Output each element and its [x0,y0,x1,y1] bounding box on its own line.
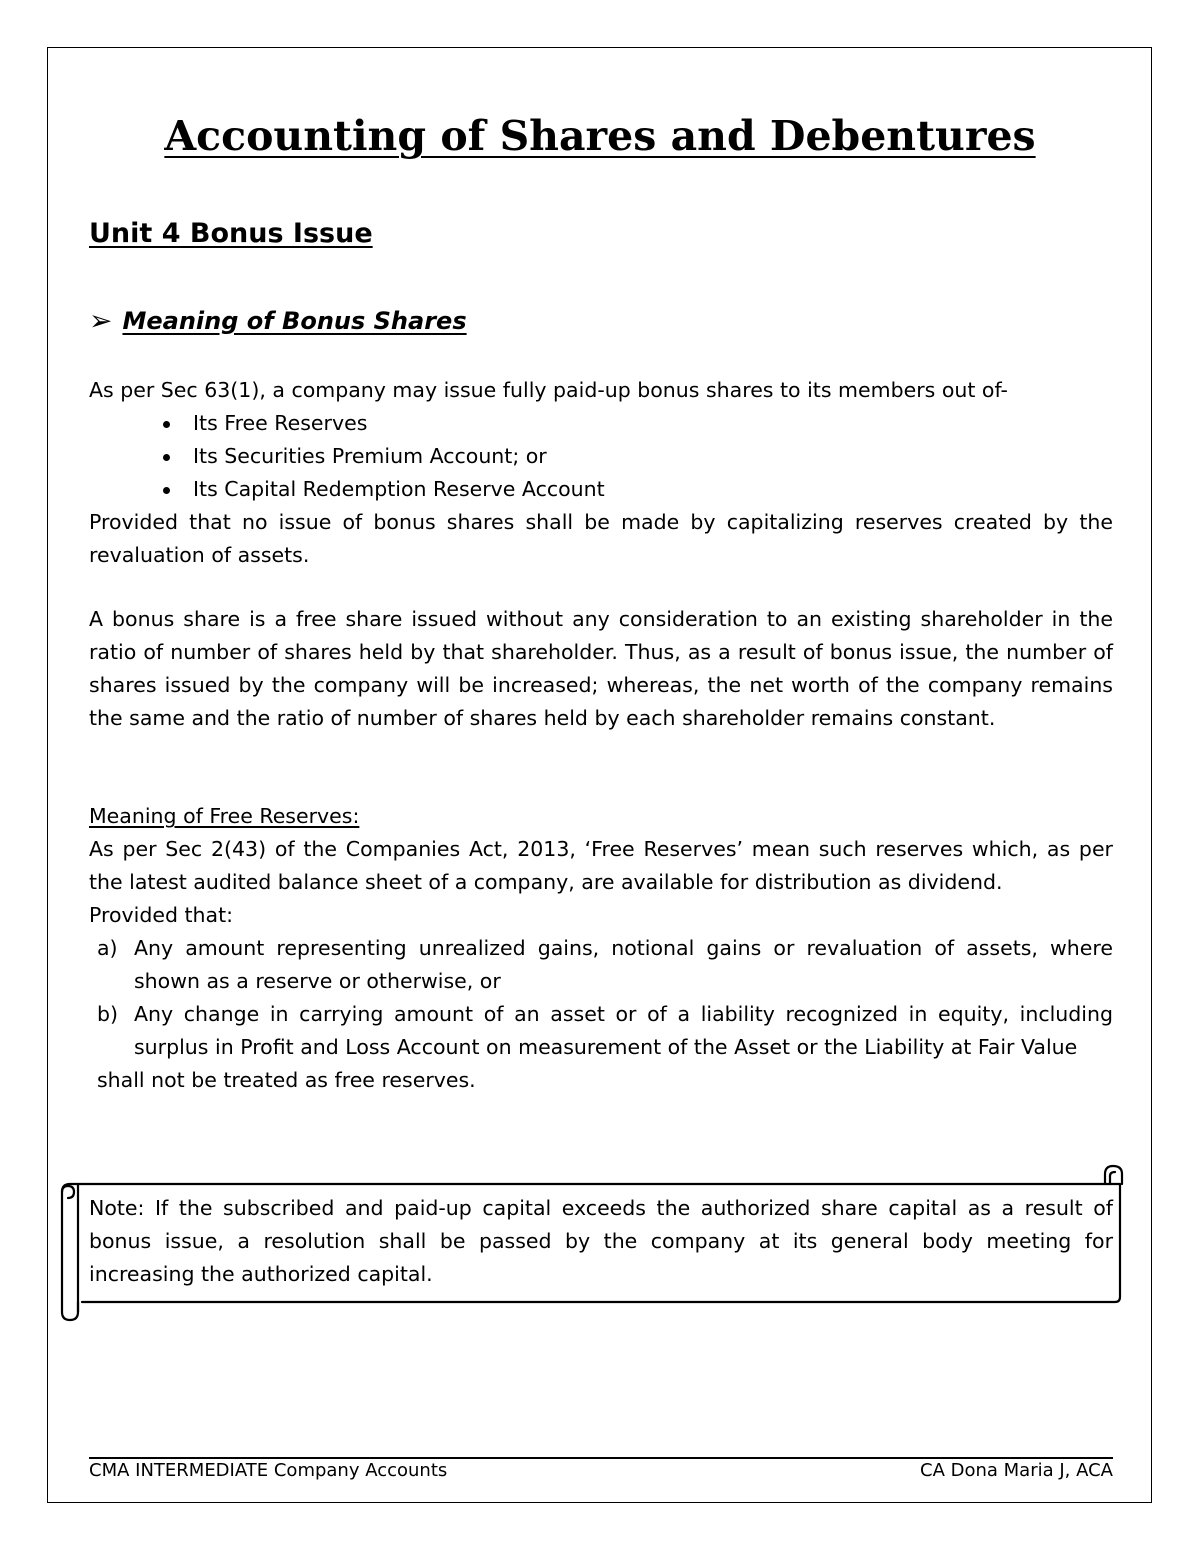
list-item-text: Any amount representing unrealized gains, notional gains or revaluation of assets, where shown as a reserve or otherwise, or [134,936,1113,993]
free-reserves-heading: Meaning of Free Reserves: [89,804,360,828]
list-item: Its Securities Premium Account; or [193,440,1113,473]
list-item: Its Free Reserves [193,407,1113,440]
free-reserves-text: As per Sec 2(43) of the Companies Act, 2013, ‘Free Reserves’ mean such reserves which, as per the latest audited balance sheet of a company, are available for distribution as dividend. [89,837,1113,894]
unit-heading: Unit 4 Bonus Issue [89,218,373,249]
provided-that-label: Provided that: [89,903,234,927]
bonus-sources-block [89,374,1113,572]
footer-left-text: CMA INTERMEDIATE Company Accounts [89,1460,448,1481]
list-marker: a) [97,936,118,960]
section-heading-label: Meaning of Bonus Shares [122,306,467,335]
sources-list [89,407,1113,506]
document-title-text: Accounting of Shares and Debentures [164,112,1036,160]
free-reserves-tail: shall not be treated as free reserves. [97,1068,476,1092]
document-title [0,112,1200,160]
exclusions-list [89,932,1113,1064]
list-item: Its Capital Redemption Reserve Account [193,473,1113,506]
list-item-text: Any change in carrying amount of an asset or of a liability recognized in equity, including surplus in Profit and Loss Account on measurement of the Asset or the Liability at Fair Value [134,1002,1113,1059]
section-heading [89,304,467,337]
free-reserves-block [89,800,1113,1097]
page-footer [89,1460,1113,1481]
footer-right-text: CA Dona Maria J, ACA [920,1460,1113,1481]
list-item [89,998,1113,1064]
definition-paragraph: A bonus share is a free share issued without any consideration to an existing shareholder in the ratio of number of shares held by that shareholder. Thus, as a result of bonus issue, the number of shares issued by the company will be increased; whereas, the net worth of the company remains the same and the ratio of number of shares held by each shareholder remains constant. [89,607,1113,730]
list-marker: b) [97,1002,119,1026]
note-text: Note: If the subscribed and paid-up capital exceeds the authorized share capital as a result of bonus issue, a resolution shall be passed by the company at its general body meeting for increasing the authorized capital. [89,1196,1113,1286]
proviso-paragraph: Provided that no issue of bonus shares shall be made by capitalizing reserves created by the revaluation of assets. [89,510,1113,567]
list-item [89,932,1113,998]
arrow-bullet-icon: ➢ [89,304,113,337]
intro-paragraph: As per Sec 63(1), a company may issue fully paid-up bonus shares to its members out of- [89,378,1008,402]
footer-divider [89,1457,1113,1459]
